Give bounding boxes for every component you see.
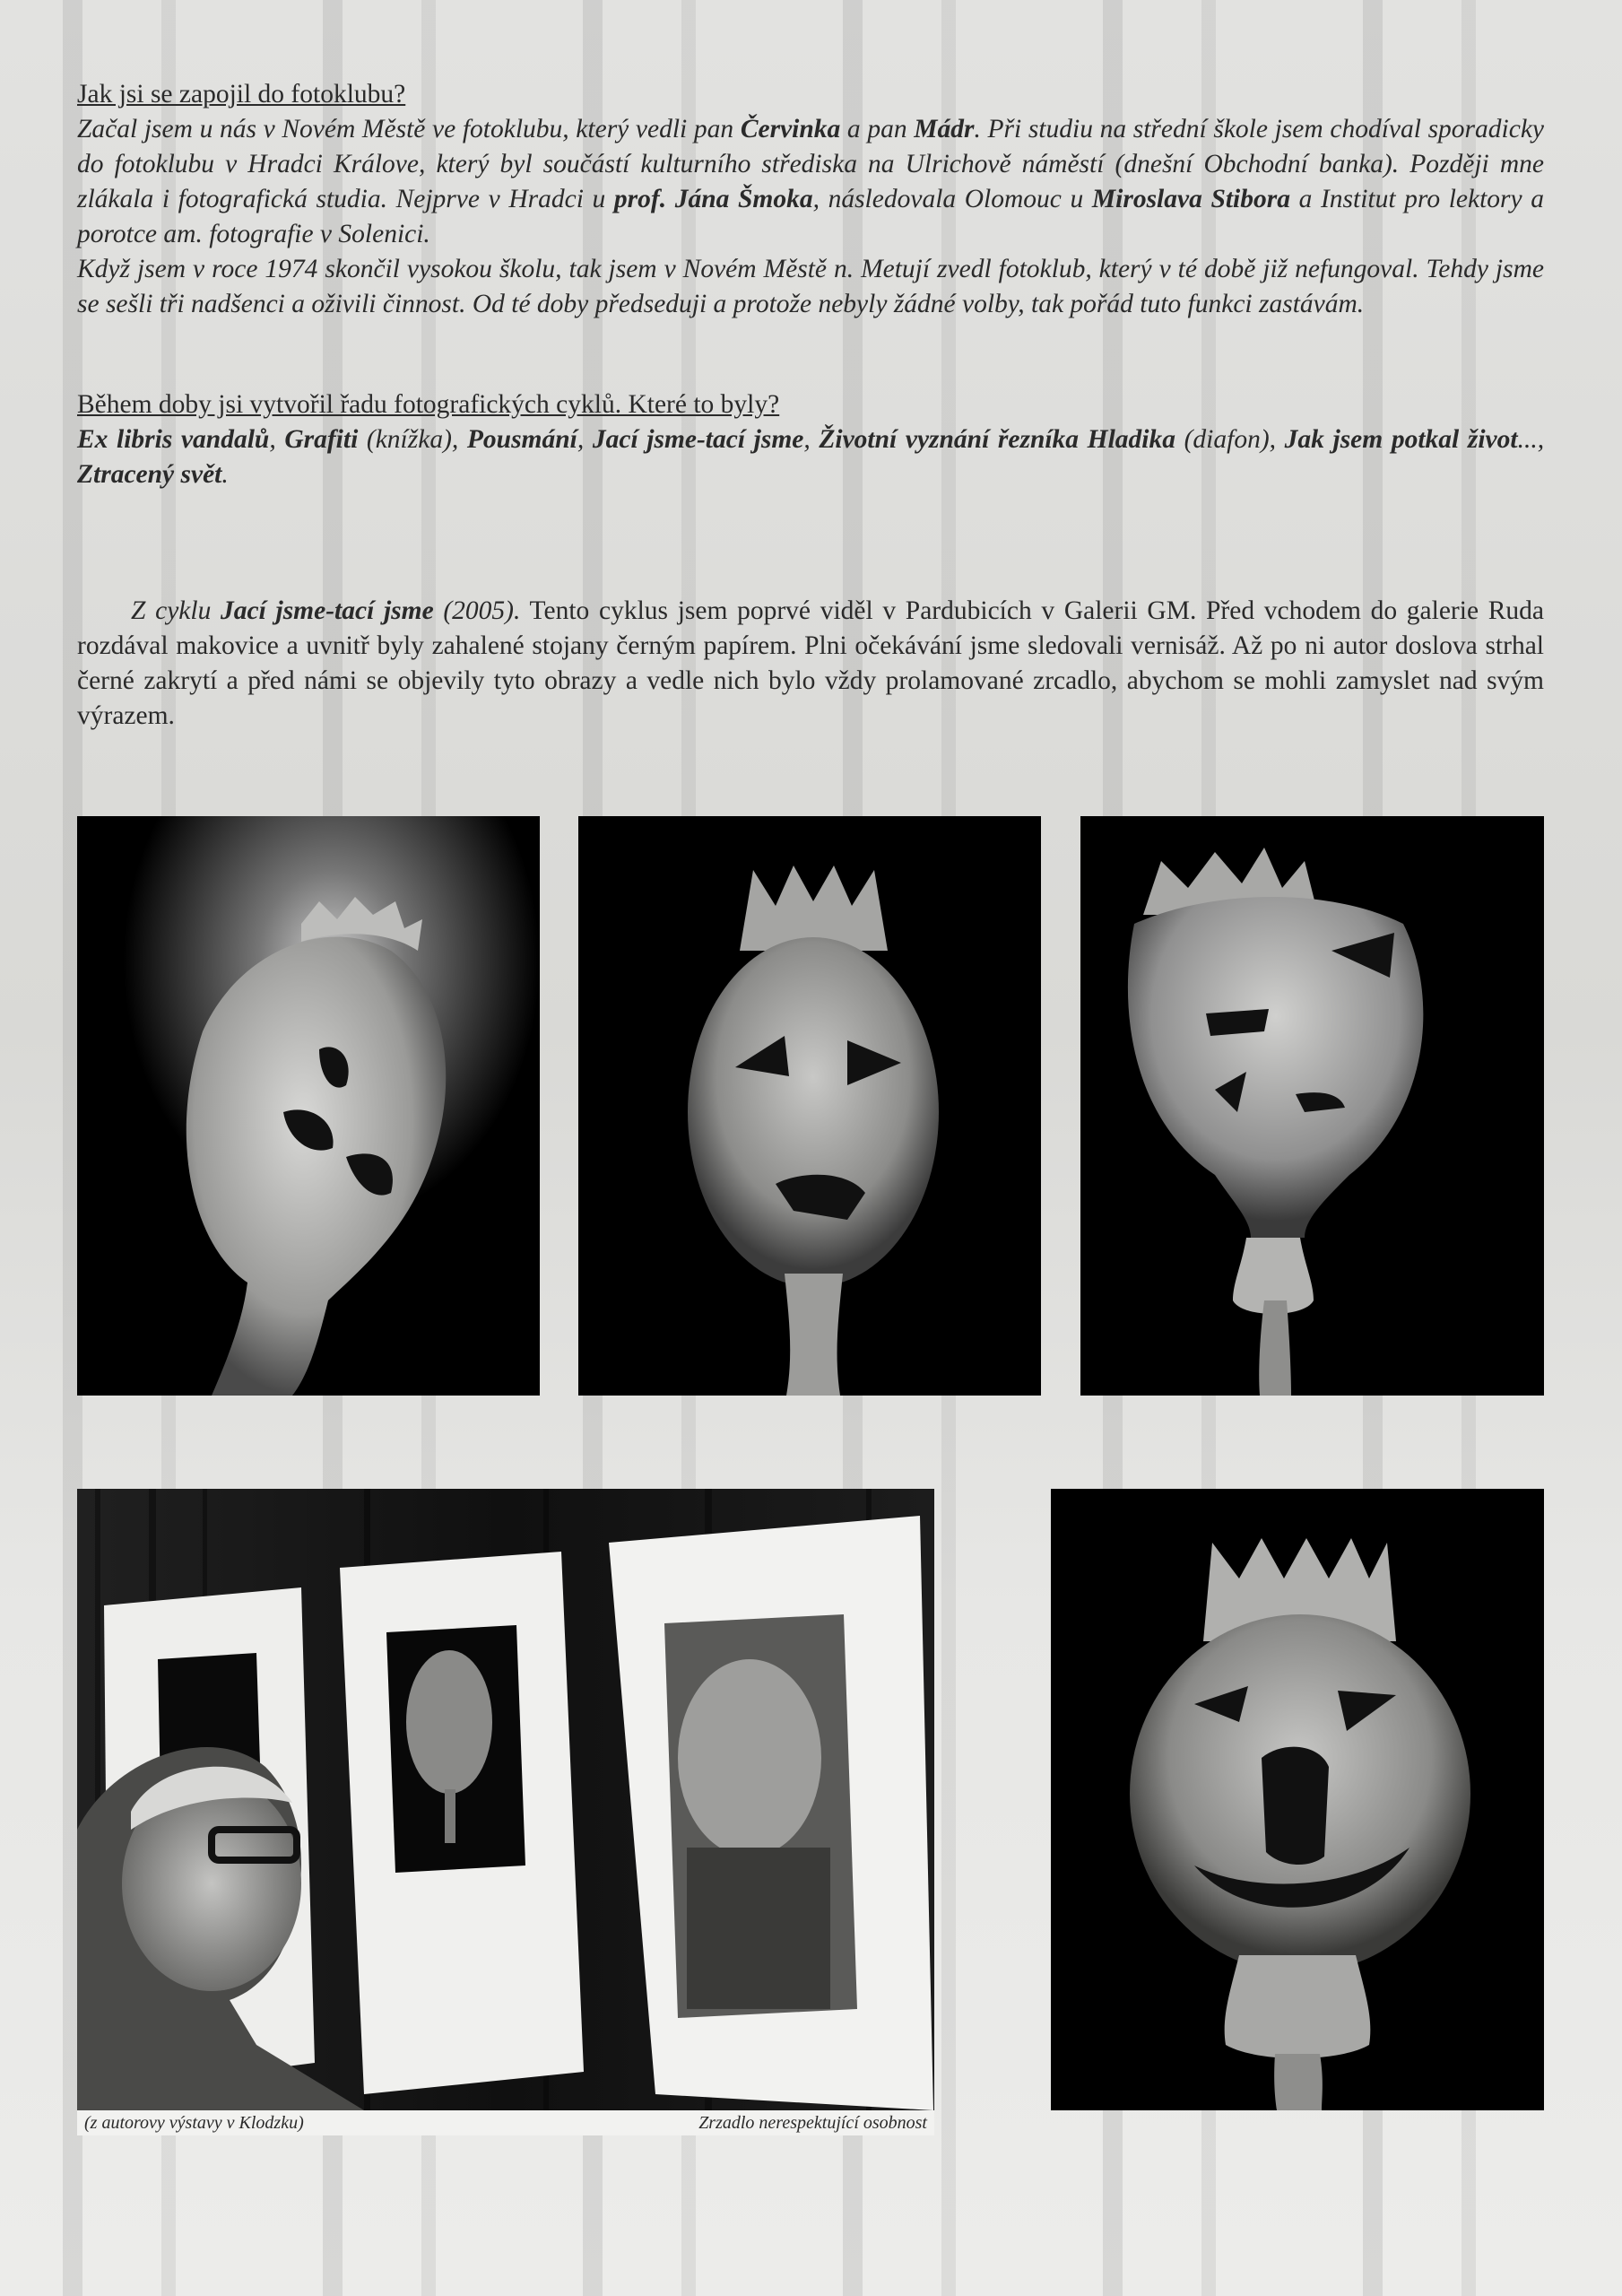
cycle-intro-paragraph xyxy=(77,594,1544,734)
name-stibor: Miroslava Stibora xyxy=(1091,185,1290,213)
cycle-title: Jací jsme-tací jsme xyxy=(221,596,434,625)
answer-fotoklub-paragraph-1 xyxy=(77,112,1544,252)
name-cervinka: Červinka xyxy=(740,115,841,144)
cycles-list xyxy=(77,422,1544,492)
text-run: , xyxy=(803,425,820,454)
text-run: ..., xyxy=(1517,425,1545,454)
poppy-photo-2 xyxy=(578,816,1041,1396)
section-cycles xyxy=(77,387,1544,492)
text-run: Tento cyklus jsem poprvé viděl v Pardubicích v Galerii GM. Před vchodem do galerie Ruda rozdával makovice a uvnitř byly zahalené stojany černým papírem. Plni očekávání jsme sledovali vernisáž. Až po ni autor doslova strhal černé zakrytí a před námi se objevily tyto obrazy a vedle nich bylo vždy prolamované zrcadlo, abychom se mohli zamyslet nad svým výrazem. xyxy=(77,596,1544,730)
poppy-photo-3 xyxy=(1080,816,1544,1396)
cycle-title: Ztracený svět xyxy=(77,460,222,489)
name-madr: Mádr xyxy=(914,115,975,144)
cycle-title: Grafiti xyxy=(284,425,359,454)
poppy-photo-1 xyxy=(77,816,540,1396)
poppy-photo-5 xyxy=(1051,1489,1544,2110)
exhibition-photo xyxy=(77,1489,934,2110)
question-cycles: Během doby jsi vytvořil řadu fotografických cyklů. Které to byly? xyxy=(77,390,780,419)
text-run: Začal jsem u nás v Novém Městě ve fotoklubu, který vedli pan xyxy=(77,115,741,144)
text-run: . xyxy=(221,460,229,489)
caption-right: Zrzadlo nerespektující osobnost xyxy=(698,2112,927,2133)
cycle-title: Pousmání xyxy=(466,425,577,454)
text-run: , xyxy=(269,425,285,454)
photo-caption-bar xyxy=(77,2110,934,2135)
section-fotoklub xyxy=(77,77,1544,322)
text-run: (knížka), xyxy=(358,425,467,454)
text-run: a pan xyxy=(840,115,915,144)
text-run: Z cyklu xyxy=(131,596,221,625)
text-run: (diafon), xyxy=(1175,425,1285,454)
answer-fotoklub-paragraph-2: Když jsem v roce 1974 skončil vysokou školu, tak jsem v Novém Městě n. Metují zvedl fotoklub, který v té době již nefungoval. Tehdy jsme se sešli tři nadšenci a oživili činnost. Od té doby předseduji a protože nebyly žádné volby, tak pořád tuto funkci zastávám. xyxy=(77,255,1544,318)
text-run: a Institut pro lektory a porotce am. fotografie v Solenici. xyxy=(77,185,1544,248)
section-cycle-intro xyxy=(77,594,1544,734)
cycle-title: Jací jsme-tací jsme xyxy=(592,425,804,454)
cycle-year: (2005). xyxy=(433,596,521,625)
caption-left: (z autorovy výstavy v Klodzku) xyxy=(84,2112,304,2133)
name-smok: prof. Jána Šmoka xyxy=(613,185,813,213)
text-run: , xyxy=(577,425,593,454)
text-run: . Při studiu na střední škole jsem chodíval sporadicky do fotoklubu v Hradci Králove, který byl součástí kulturního střediska na Ulrichově náměstí (dnešní Obchodní banka). Později mne zlákala i fotografická studia. Nejprve v Hradci u xyxy=(77,115,1545,213)
question-fotoklub: Jak jsi se zapojil do fotoklubu? xyxy=(77,80,406,109)
cycle-title: Ex libris vandalů xyxy=(77,425,270,454)
cycle-title: Jak jsem potkal život xyxy=(1284,425,1518,454)
text-run: , následovala Olomouc u xyxy=(812,185,1092,213)
cycle-title: Životní vyznání řezníka Hladika xyxy=(819,425,1175,454)
